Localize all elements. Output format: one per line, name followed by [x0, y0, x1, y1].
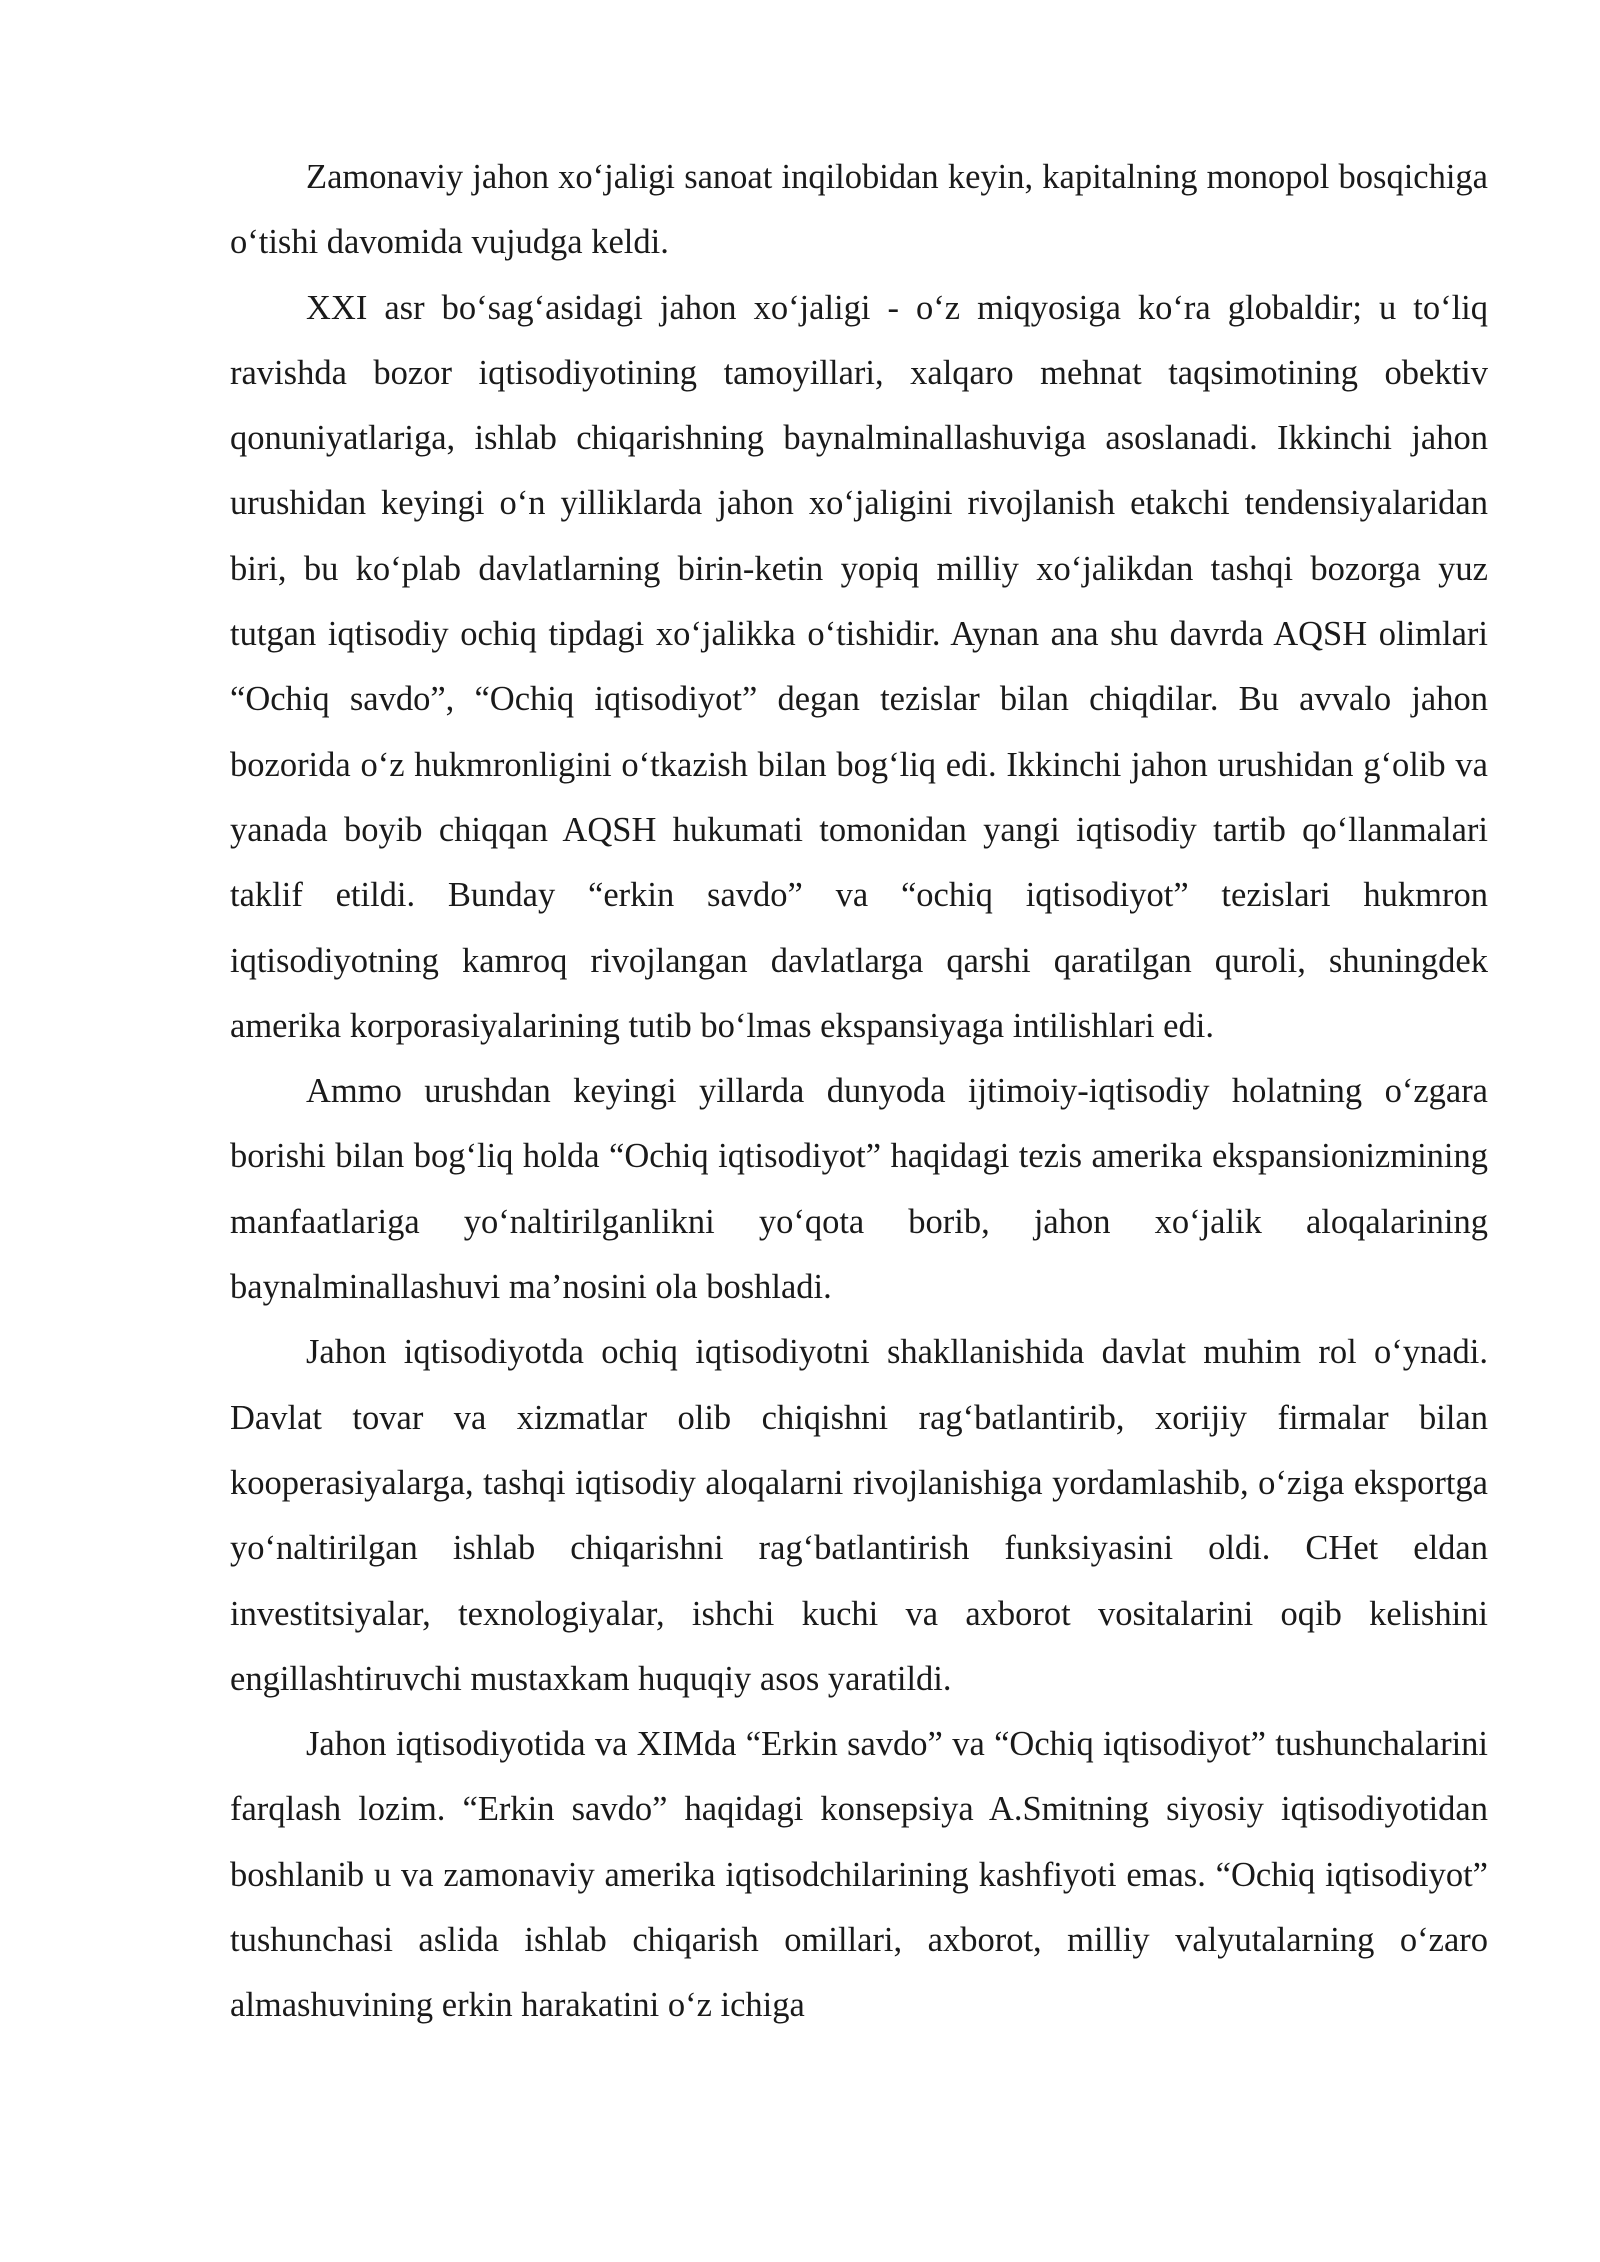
paragraph-1: Zamonaviy jahon xo‘jaligi sanoat inqilobidan keyin, kapitalning monopol bosqichiga o‘tishi davomida vujudga keldi.: [230, 158, 1488, 262]
paragraph-3: Ammo urushdan keyingi yillarda dunyoda ijtimoiy-iqtisodiy holatning o‘zgara borishi bilan bog‘liq holda “Ochiq iqtisodiyot” haqidagi tezis amerika ekspansionizmining manfaatlariga yo‘naltirilganlikni yo‘qota borib, jahon xo‘jalik aloqalarining baynalminallashuvi ma’nosini ola boshladi.: [230, 1072, 1488, 1307]
paragraph-4: Jahon iqtisodiyotda ochiq iqtisodiyotni shakllanishida davlat muhim rol o‘ynadi. Davlat tovar va xizmatlar olib chiqishni rag‘batlantirib, xorijiy firmalar bilan kooperasiyalarga, tashqi iqtisodiy aloqalarni rivojlanishiga yordamlashib, o‘ziga eksportga yo‘naltirilgan ishlab chiqarishni rag‘batlantirish funksiyasini oldi. CHet eldan investitsiyalar, texnologiyalar, ishchi kuchi va axborot vositalarini oqib kelishini engillashtiruvchi mustaxkam huquqiy asos yaratildi.: [230, 1333, 1488, 1698]
document-body: [230, 145, 1488, 2039]
paragraph-2: XXI asr bo‘sag‘asidagi jahon xo‘jaligi - o‘z miqyosiga ko‘ra globaldir; u to‘liq ravishda bozor iqtisodiyotining tamoyillari, xalqaro mehnat taqsimotining obektiv qonuniyatlariga, ishlab chiqarishning baynalminallashuviga asoslanadi. Ikkinchi jahon urushidan keyingi o‘n yilliklarda jahon xo‘jaligini rivojlanish etakchi tendensiyalaridan biri, bu ko‘plab davlatlarning birin-ketin yopiq milliy xo‘jalikdan tashqi bozorga yuz tutgan iqtisodiy ochiq tipdagi xo‘jalikka o‘tishidir. Aynan ana shu davrda AQSH olimlari “Ochiq savdo”, “Ochiq iqtisodiyot” degan tezislar bilan chiqdilar. Bu avvalo jahon bozorida o‘z hukmronligini o‘tkazish bilan bog‘liq edi. Ikkinchi jahon urushidan g‘olib va yanada boyib chiqqan AQSH hukumati tomonidan yangi iqtisodiy tartib qo‘llanmalari taklif etildi. Bunday “erkin savdo” va “ochiq iqtisodiyot” tezislari hukmron iqtisodiyotning kamroq rivojlangan davlatlarga qarshi qaratilgan quroli, shuningdek amerika korporasiyalarining tutib bo‘lmas ekspansiyaga intilishlari edi.: [230, 288, 1488, 1045]
paragraph-5: Jahon iqtisodiyotida va XIMda “Erkin savdo” va “Ochiq iqtisodiyot” tushunchalarini farqlash lozim. “Erkin savdo” haqidagi konsepsiya A.Smitning siyosiy iqtisodiyotidan boshlanib u va zamonaviy amerika iqtisodchilarining kashfiyoti emas. “Ochiq iqtisodiyot” tushunchasi aslida ishlab chiqarish omillari, axborot, milliy valyutalarning o‘zaro almashuvining erkin harakatini o‘z ichiga: [230, 1725, 1488, 2025]
